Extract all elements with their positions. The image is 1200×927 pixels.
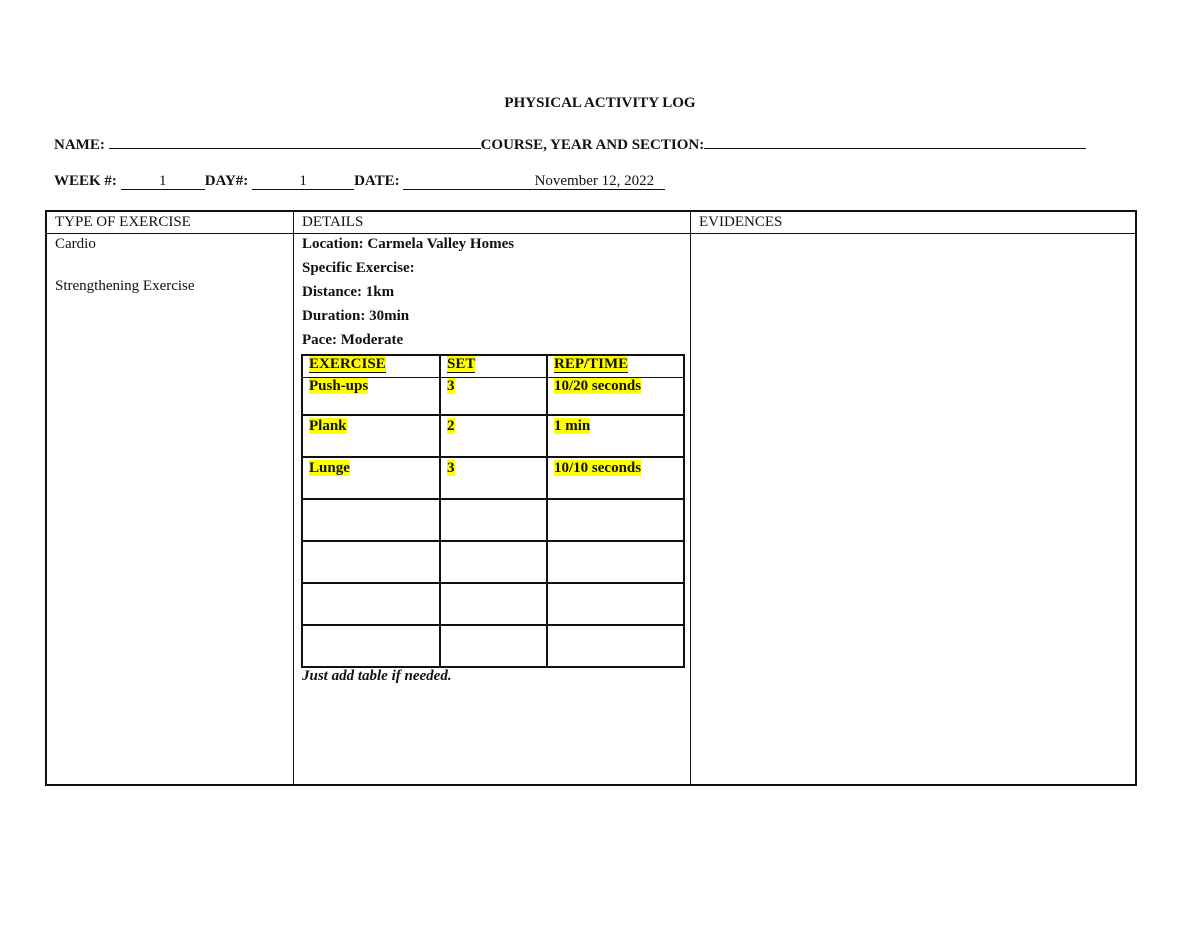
exercise-cell[interactable] (302, 583, 440, 625)
exercise-row-empty (302, 541, 684, 583)
exercise-cell[interactable]: Lunge (302, 457, 440, 499)
date-value: November 12, 2022 (534, 173, 655, 189)
week-field[interactable]: 1 (121, 174, 205, 190)
date-label: DATE: (354, 173, 400, 189)
name-label: NAME: (54, 137, 105, 153)
course-field[interactable] (704, 134, 1086, 149)
day-field[interactable]: 1 (252, 174, 354, 190)
exercise-cell[interactable]: Plank (302, 415, 440, 457)
header-divider (47, 233, 1135, 234)
exercise-header-row (302, 355, 684, 377)
rep-time-cell[interactable]: 1 min (547, 415, 684, 457)
set-cell[interactable] (440, 625, 547, 667)
col-header-evidences: EVIDENCES (699, 214, 783, 230)
detail-location: Location: Carmela Valley Homes (302, 236, 515, 252)
rep-time-cell[interactable] (547, 625, 684, 667)
course-label: COURSE, YEAR AND SECTION: (480, 137, 705, 153)
type-strengthening: Strengthening Exercise (55, 278, 195, 294)
week-day-date-row (54, 173, 665, 190)
set-cell[interactable] (440, 541, 547, 583)
set-cell[interactable]: 2 (440, 415, 547, 457)
set-cell[interactable]: 3 (440, 457, 547, 499)
exercise-row (302, 415, 684, 457)
detail-distance: Distance: 1km (302, 284, 395, 300)
exercise-header-exercise: EXERCISE (302, 355, 440, 377)
exercise-row-empty (302, 625, 684, 667)
exercise-cell[interactable] (302, 499, 440, 541)
day-label: DAY#: (204, 173, 249, 189)
rep-time-cell[interactable]: 10/10 seconds (547, 457, 684, 499)
exercise-cell[interactable] (302, 625, 440, 667)
detail-specific-exercise: Specific Exercise: (302, 260, 415, 276)
type-cardio: Cardio (55, 236, 96, 252)
set-cell[interactable]: 3 (440, 377, 547, 415)
exercise-header-rep-time: REP/TIME (547, 355, 684, 377)
set-cell[interactable] (440, 583, 547, 625)
rep-time-cell[interactable] (547, 499, 684, 541)
exercise-row (302, 377, 684, 415)
date-field[interactable] (403, 174, 665, 190)
column-divider (293, 212, 294, 784)
column-divider (690, 212, 691, 784)
exercise-table (301, 354, 685, 668)
col-header-type: TYPE OF EXERCISE (55, 214, 191, 230)
col-header-details: DETAILS (302, 214, 364, 230)
exercise-row-empty (302, 499, 684, 541)
rep-time-cell[interactable]: 10/20 seconds (547, 377, 684, 415)
week-label: WEEK #: (54, 173, 117, 189)
name-field[interactable] (109, 134, 481, 149)
rep-time-cell[interactable] (547, 583, 684, 625)
exercise-row-empty (302, 583, 684, 625)
detail-duration: Duration: 30min (302, 308, 410, 324)
exercise-row (302, 457, 684, 499)
exercise-header-set: SET (440, 355, 547, 377)
name-course-row (54, 134, 1086, 154)
activity-table (45, 210, 1137, 786)
exercise-cell[interactable]: Push-ups (302, 377, 440, 415)
page-title: PHYSICAL ACTIVITY LOG (504, 95, 696, 111)
exercise-cell[interactable] (302, 541, 440, 583)
set-cell[interactable] (440, 499, 547, 541)
rep-time-cell[interactable] (547, 541, 684, 583)
detail-pace: Pace: Moderate (302, 332, 404, 348)
table-note: Just add table if needed. (302, 668, 452, 684)
